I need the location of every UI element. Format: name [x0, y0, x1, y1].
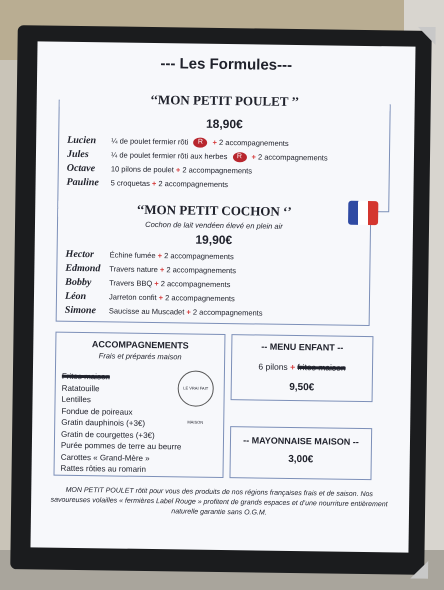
- plus-sign: +: [154, 279, 159, 289]
- label-rouge-icon: R: [232, 152, 246, 162]
- item-name: Jules: [66, 148, 89, 161]
- item-name: Bobby: [65, 276, 92, 289]
- item-name: Edmond: [65, 262, 101, 275]
- list-item: [65, 305, 263, 319]
- plus-sign: +: [157, 251, 163, 261]
- item-acc: 2 accompagnements: [158, 179, 229, 190]
- plus-sign: +: [186, 307, 191, 317]
- item-desc: Jarreton confit: [109, 292, 157, 303]
- item-acc: 2 accompagnements: [192, 307, 263, 318]
- list-item: Gratin de courgettes (+3€): [61, 429, 155, 440]
- item-acc: 2 accompagnements: [218, 137, 289, 148]
- box-subtitle: Frais et préparés maison: [98, 351, 182, 362]
- french-flag-icon: [348, 201, 378, 225]
- logo-text: LE VRAI FAIT MAISON: [183, 385, 209, 425]
- section-subtitle: Cochon de lait vendéen élevé en plein air: [145, 219, 283, 231]
- list-item: Ratatouille: [61, 383, 100, 393]
- menu-enfant-line: [232, 361, 372, 373]
- plus-sign: +: [158, 293, 164, 303]
- item-acc: 2 accompagnements: [257, 152, 328, 163]
- price: 9,50€: [289, 381, 315, 394]
- price: 18,90€: [205, 116, 243, 132]
- plus-sign: +: [212, 137, 218, 147]
- formule-cochon: [56, 201, 372, 326]
- list-item: Gratin dauphinois (+3€): [61, 417, 146, 428]
- price: 3,00€: [288, 453, 314, 466]
- list-item: [66, 249, 234, 262]
- menu-enfant-box: [231, 334, 374, 402]
- item-name: Hector: [65, 248, 94, 261]
- accompagnements-box: [53, 332, 225, 478]
- item-desc: 10 pilons de poulet: [110, 164, 174, 175]
- mayonnaise-box: [229, 426, 372, 480]
- box-title: -- MENU ENFANT --: [261, 341, 344, 353]
- item-desc: ¼ de poulet fermier rôti aux herbes: [111, 150, 228, 162]
- box-title: ACCOMPAGNEMENTS: [91, 339, 189, 351]
- footer-note: MON PETIT POULET rôtit pour vous des produits de nos régions françaises frais et de saison. Nos savoureuses volailles « fermières Label Rouge » profitent de grands espaces et d’une nourriture entièrement naturelle garantie sans O.G.M.: [50, 486, 388, 517]
- list-item: Fondue de poireaux: [61, 406, 133, 417]
- fait-maison-logo-icon: [177, 370, 213, 425]
- menu-sheet: [30, 41, 415, 552]
- formule-poulet: [57, 91, 390, 213]
- label-rouge-icon: R: [193, 138, 207, 148]
- plus-sign: +: [151, 178, 157, 189]
- list-item: Purée pommes de terre au beurre: [60, 440, 182, 452]
- list-item: Rattes rôties au romarin: [60, 463, 147, 474]
- item-name: Lucien: [67, 134, 97, 147]
- box-title: -- MAYONNAISE MAISON --: [243, 435, 359, 447]
- item-desc: ¼ de poulet fermier rôti: [111, 136, 189, 147]
- list-item: [65, 291, 235, 304]
- section-title: ‘‘MON PETIT COCHON ‘’: [58, 201, 370, 221]
- list-item: Frites maison: [61, 371, 110, 382]
- plus-sign: +: [251, 152, 257, 162]
- list-item: Carottes « Grand-Mère »: [60, 452, 150, 463]
- item-desc: 5 croquetas: [110, 178, 150, 188]
- side-dish-list: [61, 371, 183, 476]
- item-desc: Travers nature: [109, 264, 158, 275]
- item-acc: 2 accompagnements: [160, 279, 231, 290]
- list-item: [67, 163, 252, 177]
- item-acc: 2 accompagnements: [165, 293, 235, 304]
- item-name: Simone: [64, 304, 96, 317]
- item-name: Pauline: [66, 176, 99, 189]
- list-item: [65, 263, 236, 276]
- item-acc: 2 accompagnements: [182, 165, 253, 176]
- item-desc: Travers BBQ: [109, 278, 153, 289]
- section-title: ‘‘MON PETIT POULET ’’: [60, 91, 390, 112]
- item-acc: 2 accompagnements: [166, 265, 237, 276]
- list-item: [67, 149, 328, 164]
- plus-sign: +: [290, 361, 296, 373]
- list-item: Lentilles: [61, 394, 91, 405]
- item-name: Léon: [64, 290, 87, 303]
- page-title: --- Les Formules---: [160, 55, 293, 74]
- plus-sign: +: [175, 165, 181, 175]
- item-desc: Saucisse au Muscadet: [108, 306, 185, 317]
- list-item: [67, 135, 289, 149]
- plus-sign: +: [159, 265, 165, 275]
- item-acc: 2 accompagnements: [164, 251, 234, 262]
- list-item: [67, 177, 229, 190]
- item-desc: 6 pilons: [258, 361, 288, 372]
- item-struck: frites maison: [297, 362, 346, 373]
- price: 19,90€: [195, 232, 233, 248]
- list-item: [65, 277, 230, 290]
- item-desc: Échine fumée: [109, 250, 156, 261]
- item-name: Octave: [66, 162, 96, 175]
